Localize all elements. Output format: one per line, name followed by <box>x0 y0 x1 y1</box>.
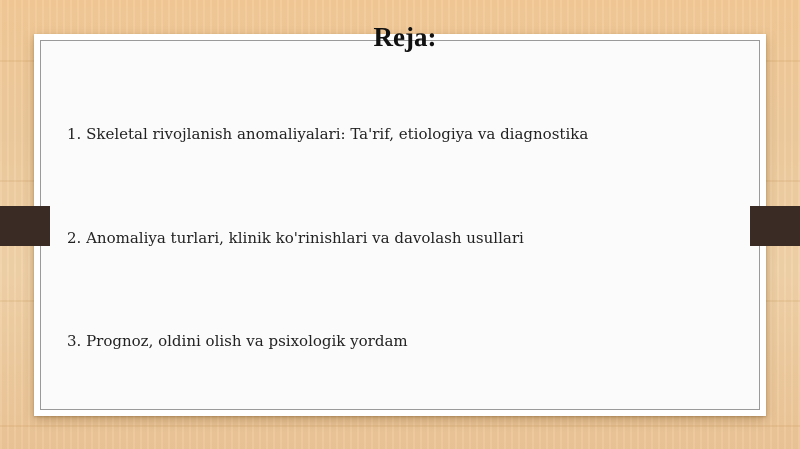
left-binder-tab <box>0 206 50 246</box>
right-binder-tab <box>750 206 800 246</box>
plan-item-2: 2. Anomaliya turlari, klinik ko'rinishlari va davolash usullari <box>67 229 524 247</box>
plan-item-3: 3. Prognoz, oldini olish va psixologik yordam <box>67 332 408 350</box>
paper-inner-border <box>40 40 760 410</box>
plan-item-1: 1. Skeletal rivojlanish anomaliyalari: Ta'rif, etiologiya va diagnostika <box>67 125 589 143</box>
slide-title: Reja: <box>373 22 437 52</box>
wood-grain <box>0 425 800 427</box>
paper-card <box>34 34 766 416</box>
